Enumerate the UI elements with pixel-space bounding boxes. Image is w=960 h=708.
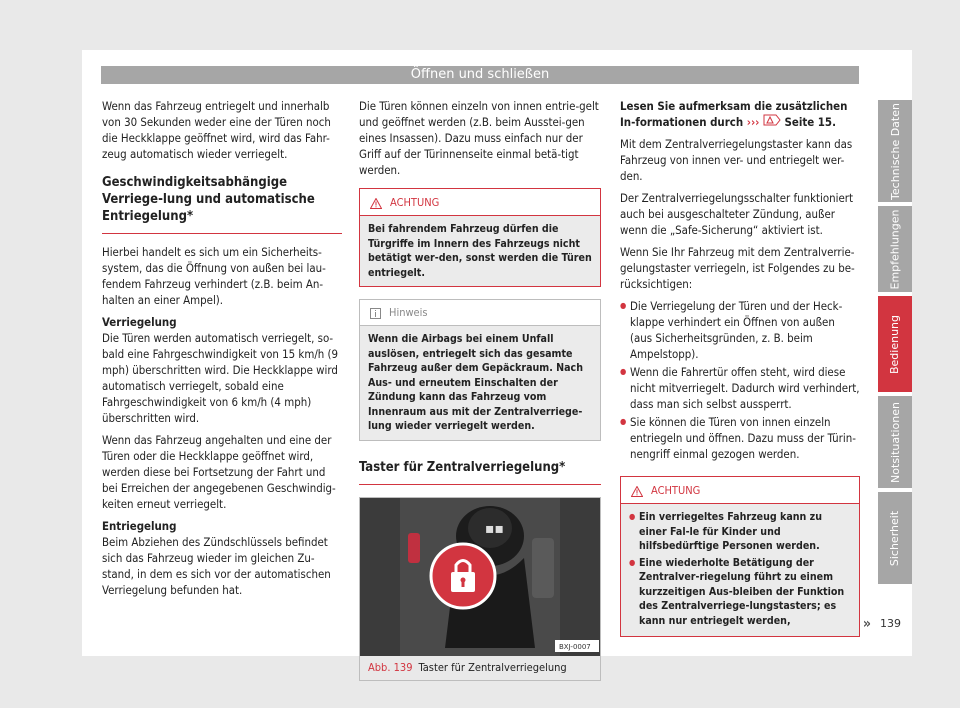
warning-box [359,188,601,287]
column-3 [620,98,871,647]
warning-reference-icon[interactable] [763,114,781,126]
read-more-paragraph [620,98,860,130]
figure-number: Abb. 139 [368,660,413,674]
tab-empfehlungen[interactable]: Empfehlungen [878,206,912,292]
warning-list-item: ● Ein verriegeltes Fahrzeug kann zu einer Fal-le für Kinder und hilfsbedürftige Personen werden. [629,510,851,554]
label-entriegelung: Entriegelung [102,519,177,533]
column-1 [102,98,342,604]
section-heading: Taster für Zentralverriegelung* [359,459,601,485]
figure-caption [360,656,600,680]
warning-icon [631,486,643,497]
note-title: Hinweis [389,306,428,319]
column-2 [359,98,601,681]
info-icon [370,308,381,319]
read-more-text: Lesen Sie aufmerksam die zusätzlichen In-formationen durch [620,99,848,129]
paragraph: Wenn das Fahrzeug angehalten und eine der Türen oder die Heckklappe geöffnet wird, werden diese bei Fortsetzung der Fahrt und bei Erreichen der angegebenen Geschwindig-keiten erneut verriegelt. [102,433,336,511]
warning-icon [370,198,382,209]
warning-title: ACHTUNG [390,196,440,209]
list-item: ● Sie können die Türen von innen einzeln entriegeln und öffnen. Dazu muss der Türin-nengriff einmal gezogen werden. [620,414,860,462]
figure-caption-text: Taster für Zentralverriegelung [418,660,567,674]
section-heading: Geschwindigkeitsabhängige Verriege-lung und automatische Entriegelung* [102,174,342,234]
tab-bedienung[interactable]: Bedienung [878,296,912,392]
page-header: Öffnen und schließen [101,66,859,84]
figure-image [360,498,600,656]
continue-arrow-icon: » [862,616,871,632]
gear-shift-illustration [360,498,600,656]
page-number: 139 [880,617,901,630]
paragraph: Beim Abziehen des Zündschlüssels befindet sich das Fahrzeug wieder im gleichen Zu-stand, in dem es sich vor der automatischen Verriegelung befunden hat. [102,535,331,597]
warning-text: Bei fahrendem Fahrzeug dürfen die Türgriffe im Innern des Fahrzeugs nicht betätigt wer-den, sonst werden die Türen entriegelt. [360,216,600,286]
figure [359,497,601,681]
tab-technische-daten[interactable]: Technische Daten [878,100,912,202]
list-item: ● Die Verriegelung der Türen und der Heck-klappe verhindert ein Öffnen von außen (aus Sicherheitsgründen, z. B. beim Ampelstopp). [620,298,860,362]
paragraph: Wenn das Fahrzeug entriegelt und innerhalb von 30 Sekunden weder eine der Türen noch die Heckklappe geöffnet wird, wird das Fahr-zeug automatisch wieder verriegelt. [102,99,331,161]
page-reference-link[interactable]: Seite 15. [784,115,836,129]
paragraph: Die Türen können einzeln von innen entrie-gelt und geöffnet werden (z.B. beim Ausstei-gen eines Insassen). Dazu muss einfach nur der Griff auf der Türinnenseite einmal betä-tigt werden. [359,99,599,177]
note-text: Wenn die Airbags bei einem Unfall auslösen, entriegelt sich das gesamte Fahrzeug außer dem Gepäckraum. Nach Aus- und erneutem Einschalten der Zündung kann das Fahrzeug vom Innenraum aus mit der Zentralverriege-lung wieder verriegelt werden. [360,326,600,440]
note-box [359,299,601,441]
tab-sicherheit[interactable]: Sicherheit [878,492,912,584]
svg-text:▪▪: ▪▪ [485,520,504,537]
figure-code: BXJ-0007 [559,642,591,651]
tab-notsituationen[interactable]: Notsituationen [878,396,912,488]
list-item: ● Wenn die Fahrertür offen steht, wird diese nicht mitverriegelt. Dadurch wird verhindert, dass man sich selbst aussperrt. [620,364,860,412]
paragraph: Wenn Sie Ihr Fahrzeug mit dem Zentralverrie-gelungstaster verriegeln, ist Folgendes zu be-rücksichtigen: [620,245,855,291]
warning-box [620,476,871,637]
warning-title: ACHTUNG [651,484,701,497]
paragraph: Die Türen werden automatisch verriegelt, so-bald eine Fahrgeschwindigkeit von 15 km/h (9 mph) überschritten wird. Die Heckklappe wird automatisch verriegelt, sobald eine Fahrgeschwindigkeit von 6 km/h (4 mph) überschritten wird. [102,331,339,425]
label-verriegelung: Verriegelung [102,315,177,329]
paragraph: Mit dem Zentralverriegelungstaster kann das Fahrzeug von innen ver- und entriegelt wer-den. [620,137,853,183]
paragraph: Hierbei handelt es sich um ein Sicherheits-system, das die Öffnung von außen bei lau-fendem Fahrzeug verhindert (z.B. beim An-halten an einer Ampel). [102,245,326,307]
warning-list-item: ● Eine wiederholte Betätigung der Zentralver-riegelung führt zu einem kurzzeitigen Aus-bleiben der Funktion des Zentralverriege-lungstasters; es kann nur entriegelt werden, [629,556,851,629]
reference-arrow-icon: ››› [746,115,760,129]
paragraph: Der Zentralverriegelungsschalter funktioniert auch bei ausgeschalteter Zündung, außer wenn die „Safe-Sicherung“ aktiviert ist. [620,191,854,237]
